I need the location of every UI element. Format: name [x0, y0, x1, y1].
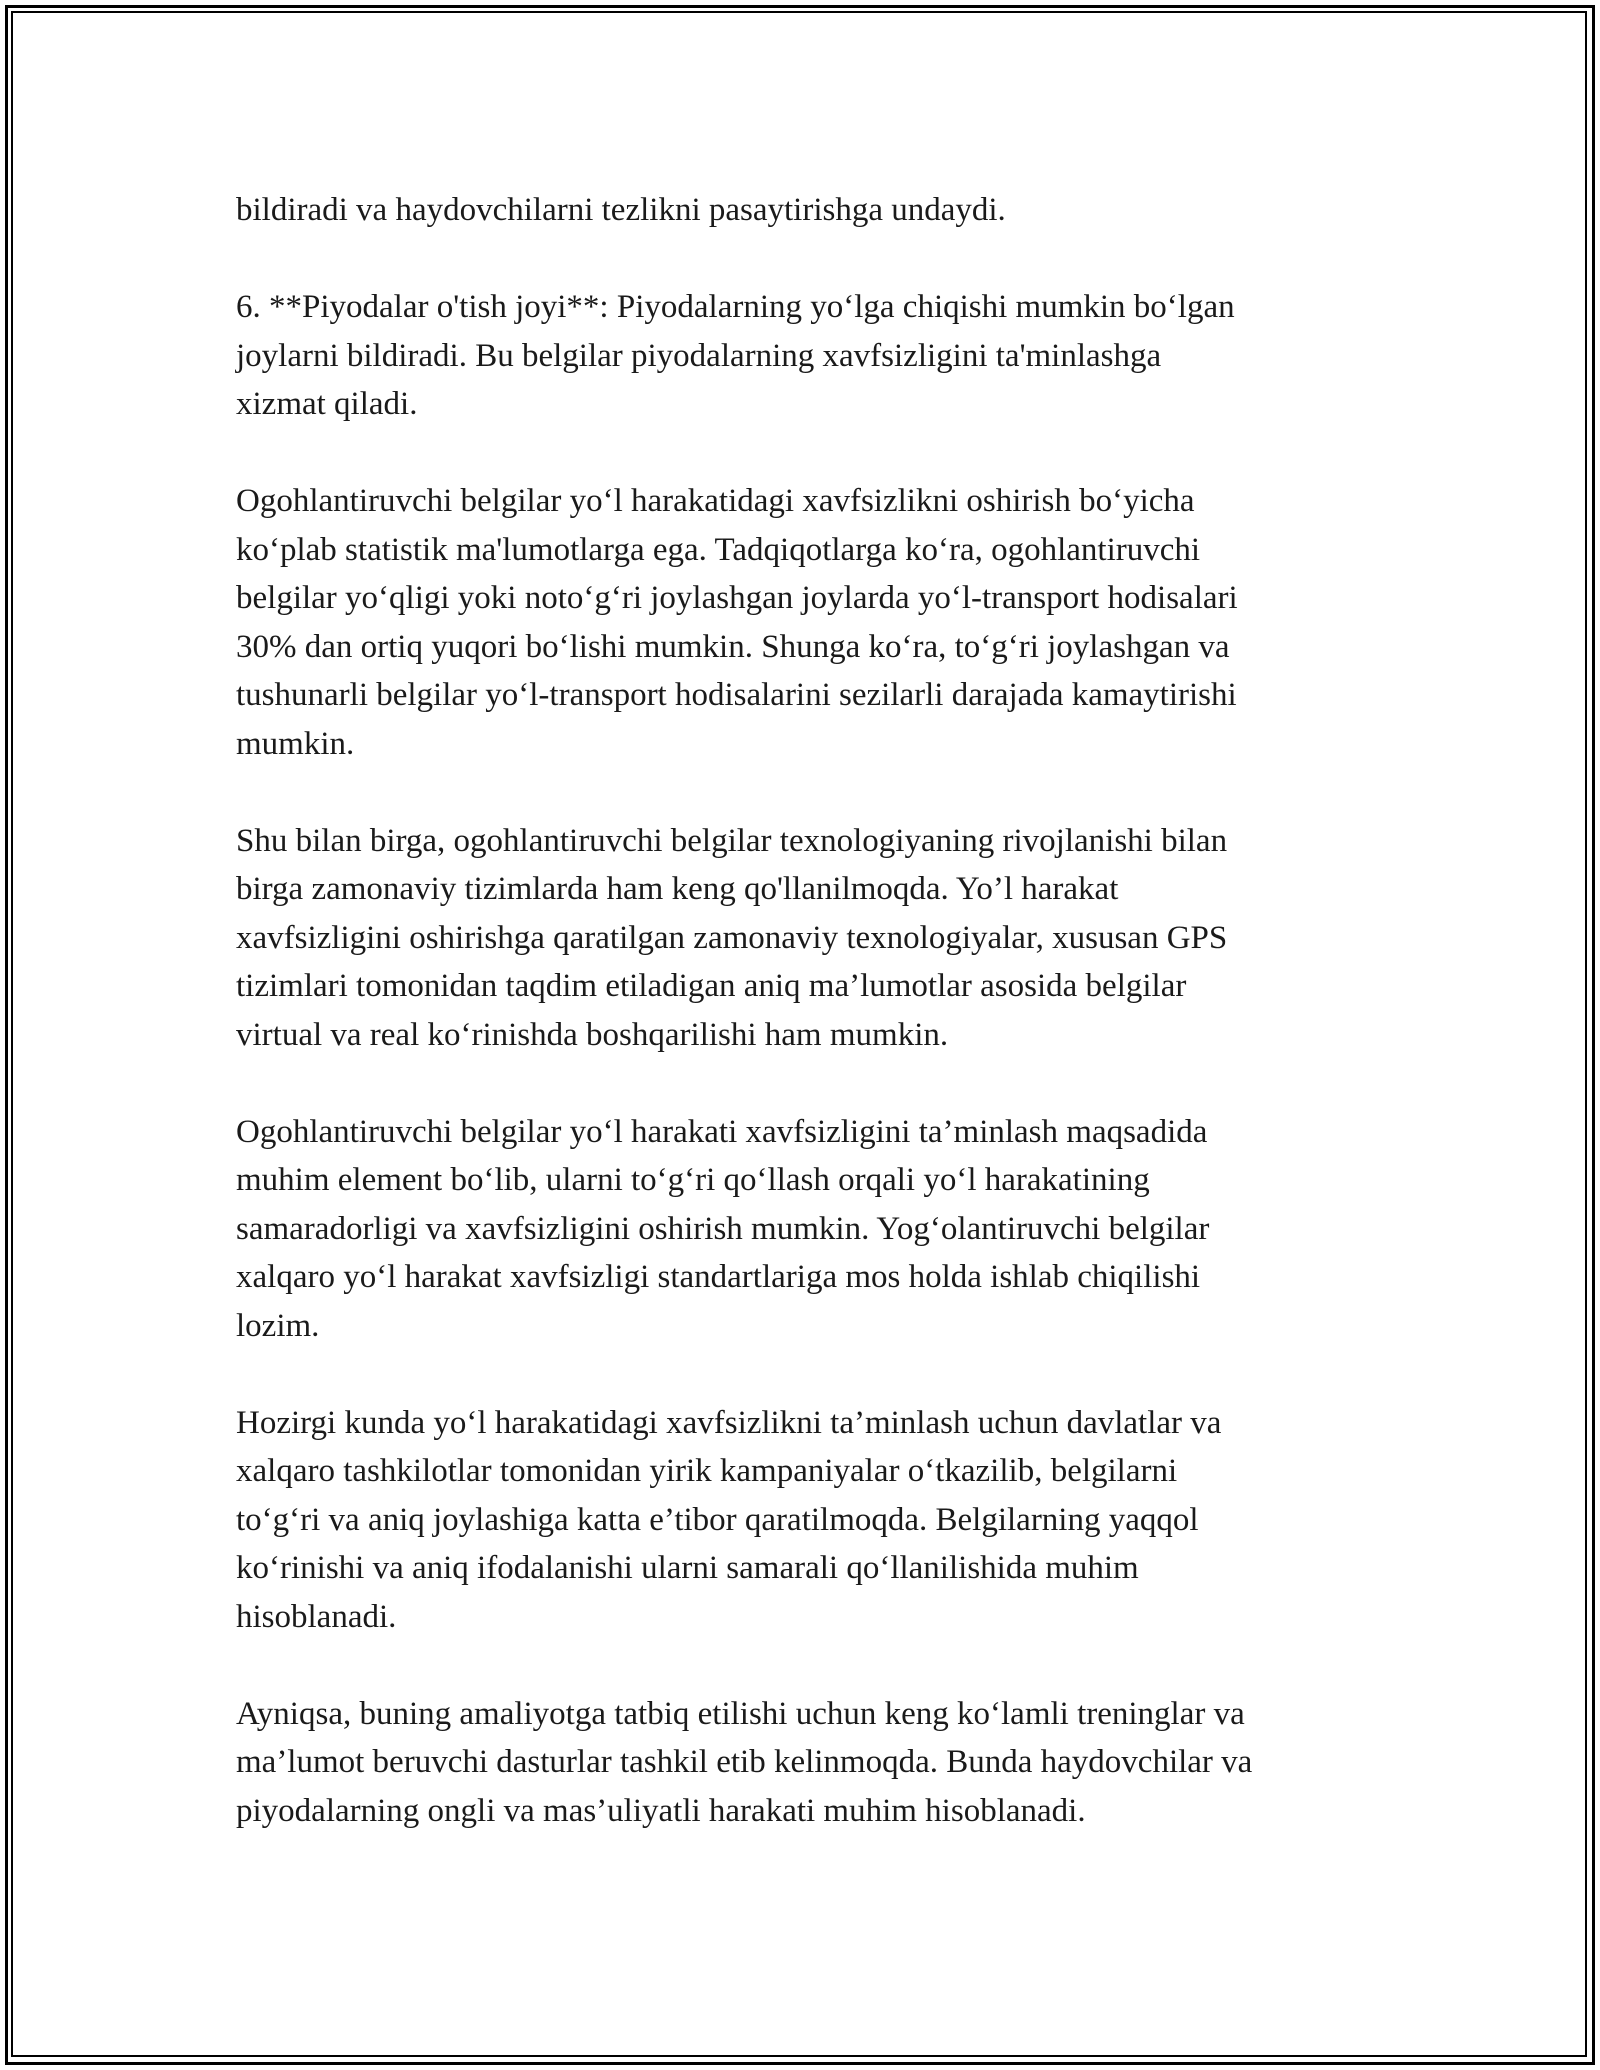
document-body — [236, 186, 1386, 1884]
paragraph-pedestrian-crossing: 6. **Piyodalar o'tish joyi**: Piyodalarning yo‘lga chiqishi mumkin bo‘lgan joylarni bildiradi. Bu belgilar piyodalarning xavfsizligini ta'minlashga xizmat qiladi. — [236, 289, 1235, 422]
paragraph-trainings: Ayniqsa, buning amaliyotga tatbiq etilishi uchun keng ko‘lamli treninglar va ma’lumot beruvchi dasturlar tashkil etib kelinmoqda. Bunda haydovchilar va piyodalarning ongli va mas’uliyatli harakati muhim hisoblanadi. — [236, 1695, 1253, 1829]
paragraph-importance: Ogohlantiruvchi belgilar yo‘l harakati xavfsizligini ta’minlash maqsadida muhim element bo‘lib, ularni to‘g‘ri qo‘llash orqali yo‘l harakatining samaradorligi va xavfsizligini oshirish mumkin. Yog‘olantiruvchi belgilar xalqaro yo‘l harakat xavfsizligi standartlariga mos holda ishlab chiqilishi lozim. — [236, 1113, 1210, 1344]
paragraph-technology: Shu bilan birga, ogohlantiruvchi belgilar texnologiyaning rivojlanishi bilan birga zamonaviy tizimlarda ham keng qo'llanilmoqda. Yo’l harakat xavfsizligini oshirishga qaratilgan zamonaviy texnologiyalar, xususan GPS tizimlari tomonidan taqdim etiladigan aniq ma’lumotlar asosida belgilar virtual va real ko‘rinishda boshqarilishi ham mumkin. — [236, 822, 1228, 1053]
paragraph-campaigns: Hozirgi kunda yo‘l harakatidagi xavfsizlikni ta’minlash uchun davlatlar va xalqaro tashkilotlar tomonidan yirik kampaniyalar o‘tkazilib, belgilarni to‘g‘ri va aniq joylashiga katta e’tibor qaratilmoqda. Belgilarning yaqqol ko‘rinishi va aniq ifodalanishi ularni samarali qo‘llanilishida muhim hisoblanadi. — [236, 1404, 1222, 1635]
paragraph-continuation: bildiradi va haydovchilarni tezlikni pasaytirishga undaydi. — [236, 192, 1006, 228]
paragraph-statistics: Ogohlantiruvchi belgilar yo‘l harakatidagi xavfsizlikni oshirish bo‘yicha ko‘plab statistik ma'lumotlarga ega. Tadqiqotlarga ko‘ra, ogohlantiruvchi belgilar yo‘qligi yoki noto‘g‘ri joylashgan joylarda yo‘l-transport hodisalari 30% dan ortiq yuqori bo‘lishi mumkin. Shunga ko‘ra, to‘g‘ri joylashgan va tushunarli belgilar yo‘l-transport hodisalarini sezilarli darajada kamaytirishi mumkin. — [236, 483, 1238, 762]
